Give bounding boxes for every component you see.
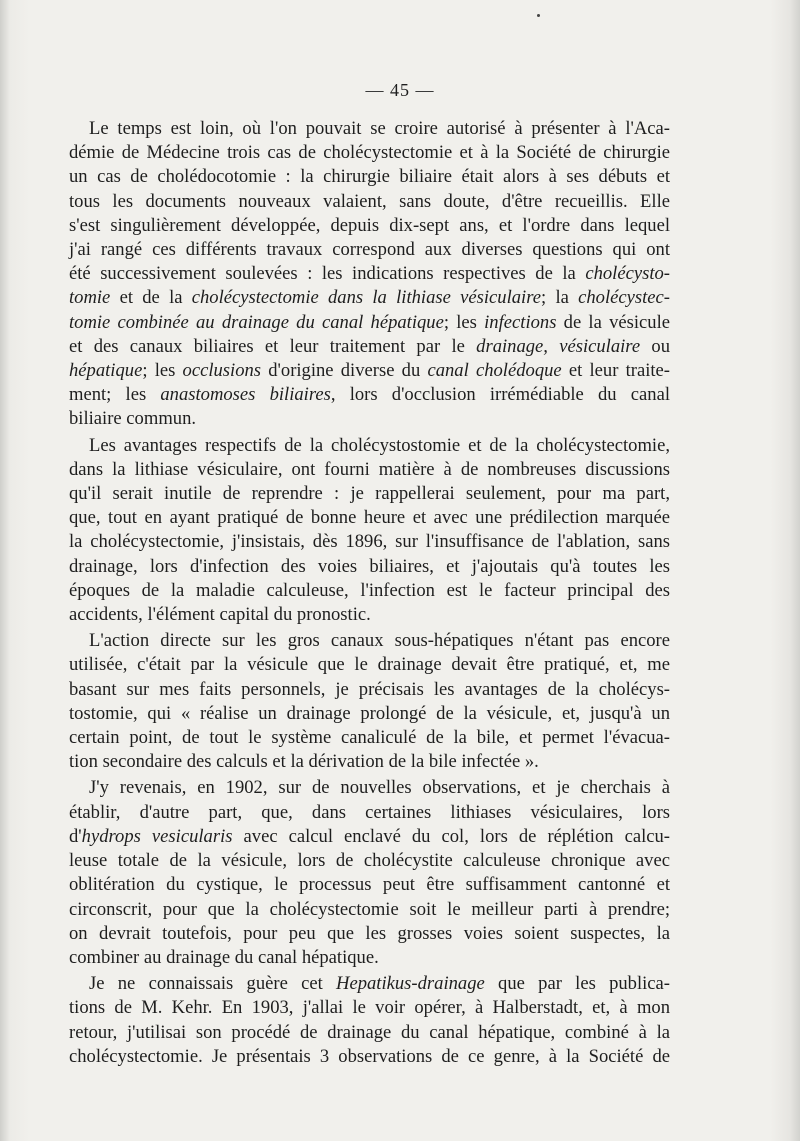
text-line: on devrait toutefois, pour peu que les grosses voies soient suspectes, la (69, 922, 670, 944)
text-run: ment; les (69, 384, 161, 406)
text-run: ; la (541, 287, 579, 309)
text-line: tostomie, qui « réalise un drainage prolongé de la vésicule, et, jusqu'à un (69, 702, 670, 724)
text-run: et leur traite- (561, 360, 670, 382)
text-line: qu'il serait inutile de reprendre : je rappellerai seulement, pour ma part, (69, 483, 670, 505)
text-line (69, 262, 670, 286)
text-line (69, 286, 670, 310)
italic-term: canal cholédoque (427, 360, 562, 382)
text-line: L'action directe sur les gros canaux sous-hépatiques n'étant pas encore (89, 630, 670, 652)
text-line: tous les documents nouveaux valaient, sans doute, d'être recueillis. Elle (69, 190, 670, 212)
text-line: leuse totale de la vésicule, lors de cholécystite calculeuse chronique avec (69, 850, 670, 872)
text-line: utilisée, c'était par la vésicule que le drainage devait être pratiqué, et, me (69, 654, 670, 676)
text-line: cholécystectomie. Je présentais 3 observations de ce genre, à la Société de (69, 1045, 670, 1067)
italic-term: Hepatikus-drainage (336, 973, 485, 995)
text-line (69, 359, 670, 383)
text-line: j'ai rangé ces différents travaux correspond aux diverses questions qui ont (69, 239, 670, 261)
text-run: ; les (443, 311, 485, 333)
italic-term: tomie combinée au drainage du canal hépatique (69, 311, 444, 333)
italic-term: hépatique (69, 360, 143, 382)
text-line: démie de Médecine trois cas de cholécystectomie et à la Société de chirurgie (69, 142, 670, 164)
text-line: J'y revenais, en 1902, sur de nouvelles observations, et je cherchais à (89, 777, 670, 799)
text-line: époques de la maladie calculeuse, l'infection est le facteur principal des (69, 579, 670, 601)
body-text (69, 117, 670, 1069)
text-run: et de la (110, 287, 192, 309)
text-run: d' (69, 825, 82, 847)
text-line (69, 383, 670, 407)
text-run: ; les (142, 360, 183, 382)
text-line: retour, j'utilisai son procédé de drainage du canal hépatique, combiné à la (69, 1021, 670, 1043)
ink-speck (537, 14, 540, 17)
paragraph (69, 117, 670, 432)
text-line: circonscrit, pour que la cholécystectomie soit le meilleur parti à prendre; (69, 898, 670, 920)
paragraph (69, 629, 670, 774)
text-run: et des canaux biliaires et leur traitement par le (69, 335, 477, 357)
text-run: Je ne connaissais guère cet (89, 973, 337, 995)
text-line: tion secondaire des calculs et la dérivation de la bile infectée ». (69, 751, 539, 773)
page-number: — 45 — (365, 80, 435, 100)
text-line: certain point, de tout le système canaliculé de la bile, et permet l'évacua- (69, 727, 670, 749)
text-line: tions de M. Kehr. En 1903, j'allai le voir opérer, à Halberstadt, et, à mon (69, 997, 670, 1019)
text-run: ou (640, 335, 671, 357)
text-line: établir, d'autre part, que, dans certaines lithiases vésiculaires, lors (69, 801, 670, 823)
italic-term: cholécystec- (578, 287, 670, 309)
italic-term: drainage, vésiculaire (476, 335, 641, 357)
text-run: avec calcul enclavé du col, lors de réplétion calcu- (232, 825, 670, 847)
italic-term: occlusions (182, 360, 262, 382)
text-line: oblitération du cystique, le processus peut être suffisamment cantonné et (69, 874, 670, 896)
italic-term: tomie (69, 287, 111, 309)
text-line: la cholécystectomie, j'insistais, dès 1896, sur l'insuffisance de l'ablation, sans (69, 531, 670, 553)
italic-term: anastomoses biliaires (160, 384, 331, 406)
text-line: Les avantages respectifs de la cholécystostomie et de la cholécystectomie, (89, 434, 670, 456)
text-line: combiner au drainage du canal hépatique. (69, 946, 379, 968)
text-line (69, 825, 670, 849)
text-line: biliaire commun. (69, 408, 197, 430)
paragraph (69, 434, 670, 628)
text-run: , lors d'occlusion irrémédiable du canal (330, 384, 670, 406)
text-line: dans la lithiase vésiculaire, ont fourni matière à de nombreuses discussions (69, 458, 670, 480)
text-run: que par les publica- (484, 973, 670, 995)
italic-term: cholécystectomie dans la lithiase vésiculaire (191, 287, 542, 309)
italic-term: infections (484, 311, 557, 333)
text-line (69, 311, 670, 335)
italic-term: cholécysto- (585, 263, 670, 285)
text-line (69, 972, 670, 996)
text-line: basant sur mes faits personnels, je précisais les avantages de la cholécys- (69, 678, 670, 700)
text-run: été successivement soulevées : les indications respectives de la (69, 263, 586, 285)
text-line: s'est singulièrement développée, depuis dix-sept ans, et l'ordre dans lequel (69, 214, 670, 236)
text-line: drainage, lors d'infection des voies biliaires, et j'ajoutais qu'à toutes les (69, 555, 670, 577)
text-line (69, 335, 670, 359)
paragraph (69, 776, 670, 970)
text-run: de la vésicule (556, 311, 670, 333)
text-line: Le temps est loin, où l'on pouvait se croire autorisé à présenter à l'Aca- (89, 118, 670, 139)
text-line: un cas de cholédocotomie : la chirurgie biliaire était alors à ses débuts et (69, 166, 670, 188)
italic-term: hydrops vesicularis (81, 825, 233, 847)
text-run: d'origine diverse du (261, 360, 428, 382)
text-line: que, tout en ayant pratiqué de bonne heure et avec une prédilection marquée (69, 507, 670, 529)
text-line: accidents, l'élément capital du pronostic. (69, 604, 371, 626)
paragraph (69, 972, 670, 1069)
